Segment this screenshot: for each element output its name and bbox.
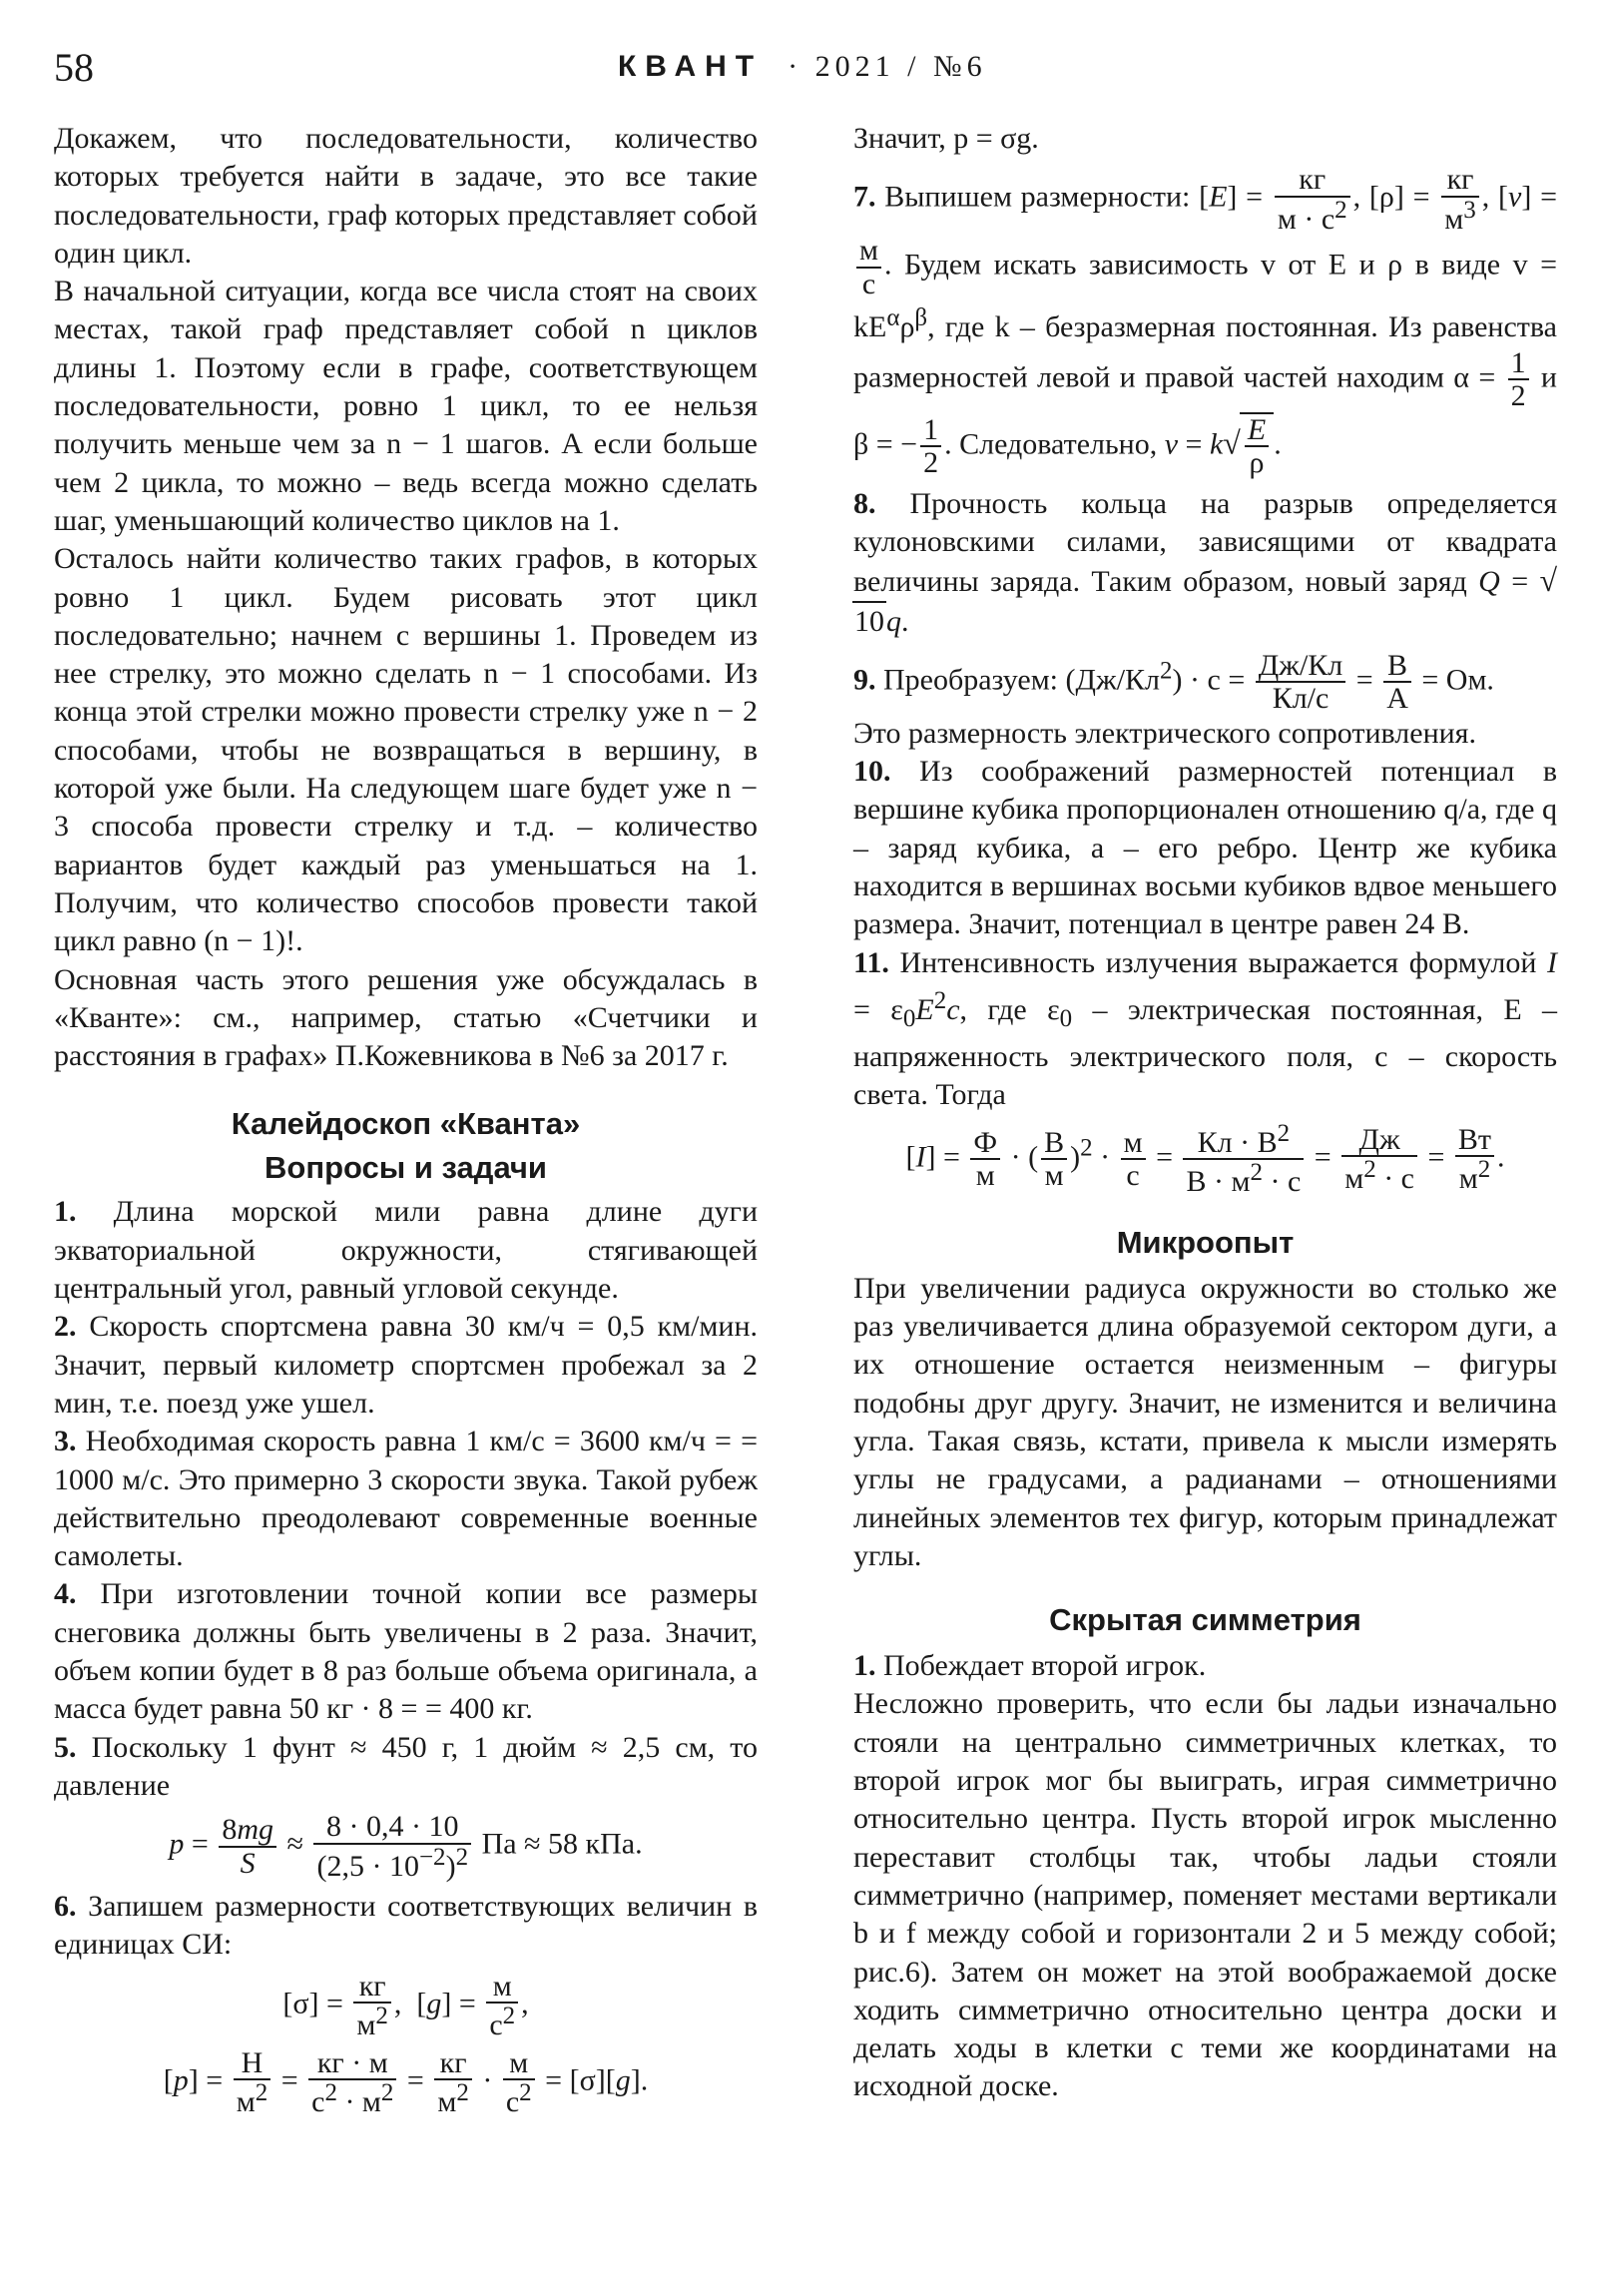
answer-item: 9. Преобразуем: $(Дж/Кл^2) \cdot с$ = $\frac{Дж/Кл}{Кл/с}$ = $\frac{В}{А}$ = Ом. [853, 648, 1494, 716]
paragraph: В начальной ситуации, когда все числа стоят на своих местах, такой граф представляет собой n циклов длины 1. Поэтому если в графе, соответствующем последовательности, ровно 1 цикл, то ее нельзя получить меньше чем за n − 1 шагов. А если больше чем 2 цикла, то можно – ведь всегда можно сделать шаг, уменьшающий количество циклов на 1. [54, 275, 758, 537]
item-text: Из соображений размерностей потенциал в вершине кубика пропорционален отношению q/a, где q – заряд кубика, a – его ребро. Центр же кубика находится в вершинах восьми кубиков вдвое меньшего размера. Значит, потенциал в центре равен 24 В. [853, 755, 1558, 941]
pressure-formula: p = $\frac{8mg}{S}$ ≈ $\frac{8 \cdot 0,4 \cdot 10}{(2,5 \cdot 10^{-2})^2}$ Па ≈ 58 кПа. [169, 1810, 643, 1883]
answer-item [54, 1729, 758, 1806]
item-number: 1. [54, 1195, 77, 1229]
running-head [618, 50, 987, 84]
item-text: Скорость спортсмена равна 30 км/ч = 0,5 км/мин. Значит, первый километр спортсмен пробежал за 2 мин, т.е. поезд уже ушел. [54, 1310, 759, 1420]
item-number: 4. [54, 1577, 77, 1611]
item-number: 6. [54, 1890, 77, 1924]
subsection-heading-questions: Вопросы и задачи [265, 1150, 547, 1186]
answer-item [54, 1193, 758, 1308]
page-header [54, 44, 1551, 92]
answer-item: 8. Прочность кольца на разрыв определяется кулоновскими силами, зависящими от квадрата величины заряда. Таким образом, новый заряд Q = √10q. [853, 485, 1557, 642]
section-heading-hidden-symmetry: Скрытая симметрия [1049, 1602, 1361, 1638]
paragraph: Докажем, что последовательности, количество которых требуется найти в задаче, это все такие последовательности, граф которых представляет собой один цикл. [54, 122, 758, 270]
answer-item: 7. Выпишем размерности: [E] = $\frac{кг}{м \cdot с^2}$ , [ρ] = $\frac{кг}{м^3}$ , [v] = $\frac{м}{с}$ . Будем искать зависимость v от E и ρ в виде $v = kE^\alpha\rho^\beta$, где k – безразмерная постоянная. Из равенства размерностей левой и правой частей находим α = $\frac{1}{2}$ и β = − $\frac{1}{2}$ . Следовательно, v = k√ $\frac{E}{\rho}$ . [853, 163, 1557, 480]
left-column [54, 120, 758, 2124]
issue-number: · 2021 / №6 [788, 50, 987, 83]
answer-item [54, 1423, 758, 1575]
item-text: Необходимая скорость равна 1 км/с = 3600 км/ч = = 1000 м/с. Это примерно 3 скорости звука. Такой рубеж действительно преодолевают современные военные самолеты. [54, 1425, 759, 1573]
item-number: 10. [853, 755, 891, 789]
paragraph: Осталось найти количество таких графов, в которых ровно 1 цикл. Будем рисовать этот цикл последовательно; начнем с вершины 1. Проведем из нее стрелку, это можно сделать n − 1 способами. Из конца этой стрелки можно провести стрелку уже n − 2 способами, чтобы не возвращаться в вершину, в которой уже были. На следующем шаге будет уже n − 3 способа провести стрелку и т.д. – количество вариантов будет каждый раз уменьшаться на 1. Получим, что количество способов провести такой цикл равно (n − 1)!. [54, 542, 758, 958]
item-text: Выпишем размерности: [884, 180, 1191, 214]
item-text: При изготовлении точной копии все размеры снеговика должны быть увеличены в 2 раза. Значит, объем копии будет в 8 раз больше объема оригинала, а масса будет равна 50 кг · 8 = = 400 кг. [54, 1577, 758, 1726]
right-column [853, 120, 1557, 2106]
paragraph: Это размерность электрического сопротивления. [853, 716, 1476, 750]
intensity-formula: [I] = $\frac{Ф}{м}$ · ( $\frac{В}{м}$ )$^2$ · $\frac{м}{с}$ = $\frac{Кл \cdot В^2}{В \cdot м^2 \cdot с}$ = $\frac{Дж}{м^2 \cdot с}$ = $\frac{Вт}{м^2}$ . [905, 1119, 1505, 1199]
dimension-formula-1: [σ] = $\frac{кг}{м^2}$ , [g] = $\frac{м}{с^2}$ , [282, 1969, 529, 2042]
item-number: 8. [853, 486, 876, 520]
paragraph: Основная часть этого решения уже обсуждалась в «Кванте»: см., например, статью «Счетчики и расстояния в графах» П.Кожевникова в №6 за 2017 г. [54, 962, 758, 1073]
item-number: 9. [853, 663, 876, 697]
item-text: Будем искать зависимость v от E и ρ в виде v = kE [853, 248, 1557, 344]
page-number: 58 [54, 45, 94, 90]
answer-item [54, 1888, 758, 1965]
item-number: 7. [853, 180, 876, 214]
item-text: – электрическая постоянная, E – напряженность электрического поля, c – скорость света. Тогда [853, 992, 1557, 1112]
answer-item [853, 1647, 1557, 1685]
item-text: , где ε [959, 992, 1060, 1026]
paragraph: Значит, p = σg. [853, 122, 1039, 155]
answer-item: 11. Интенсивность излучения выражается формулой $I = \varepsilon_0E^2c$, где $\varepsilon_0$ – электрическая постоянная, E – напряженность электрического поля, c – скорость света. Тогда [853, 945, 1557, 1112]
section-heading-microexperiment: Микроопыт [1116, 1224, 1295, 1260]
item-text: Преобразуем: [883, 663, 1059, 697]
item-text: Поскольку 1 фунт ≈ 450 г, 1 дюйм ≈ 2,5 см, то давление [54, 1730, 759, 1802]
answer-item [853, 753, 1557, 943]
item-text: Интенсивность излучения выражается формулой [899, 945, 1537, 979]
paragraph: При увеличении радиуса окружности во столько же раз увеличивается длина образуемой сектором дуги, а их отношение остается неизменным – фигуры подобны друг другу. Значит, не изменится и величина угла. Такая связь, кстати, привела к мысли измерять углы не градусами, а радианами – отношениями линейных элементов тех фигур, которым принадлежат углы. [853, 1271, 1557, 1572]
paragraph: Несложно проверить, что если бы ладьи изначально стояли на центрально симметричных клетках, то второй игрок мог бы выиграть, играя симметрично относительно центра. Пусть второй игрок мысленно переставит столбцы так, чтобы ладьи стояли симметрично (например, поменяет местами вертикали b и f между собой и горизонтали 2 и 5 между собой; рис.6). Затем он может на этой воображаемой доске ходить симметрично относительно центра доски и делать ходы в клетки с теми же координатами на исходной доске. [853, 1687, 1557, 2103]
item-text: Следовательно, [959, 426, 1158, 460]
answer-item [54, 1308, 758, 1423]
item-text: Длина морской мили равна длине дуги экваториальной окружности, стягивающей центральный угол, равный угловой секунде. [54, 1195, 758, 1306]
item-text: Запишем размерности соответствующих величин в единицах СИ: [54, 1890, 759, 1962]
journal-title: КВАНТ [618, 50, 764, 83]
item-text: Побеждает второй игрок. [883, 1649, 1207, 1683]
item-text: , где k – безразмерная постоянная. Из равенства размерностей левой и правой частей находим [853, 310, 1557, 393]
item-number: 11. [853, 945, 889, 979]
item-number: 3. [54, 1425, 77, 1458]
item-number: 2. [54, 1310, 77, 1344]
item-text: Прочность кольца на разрыв определяется кулоновскими силами, зависящими от квадрата величины заряда. Таким образом, новый заряд [853, 486, 1557, 599]
dimension-formula-2: [p] = $\frac{Н}{м^2}$ = $\frac{кг \cdot м}{с^2 \cdot м^2}$ = $\frac{кг}{м^2}$ · $\frac{м}{с^2}$ = [σ][g]. [163, 2045, 649, 2119]
item-number: 5. [54, 1730, 77, 1764]
section-heading-kaleidoscope: Калейдоскоп «Кванта» [231, 1106, 581, 1142]
answer-item [54, 1575, 758, 1728]
item-number: 1. [853, 1649, 876, 1683]
